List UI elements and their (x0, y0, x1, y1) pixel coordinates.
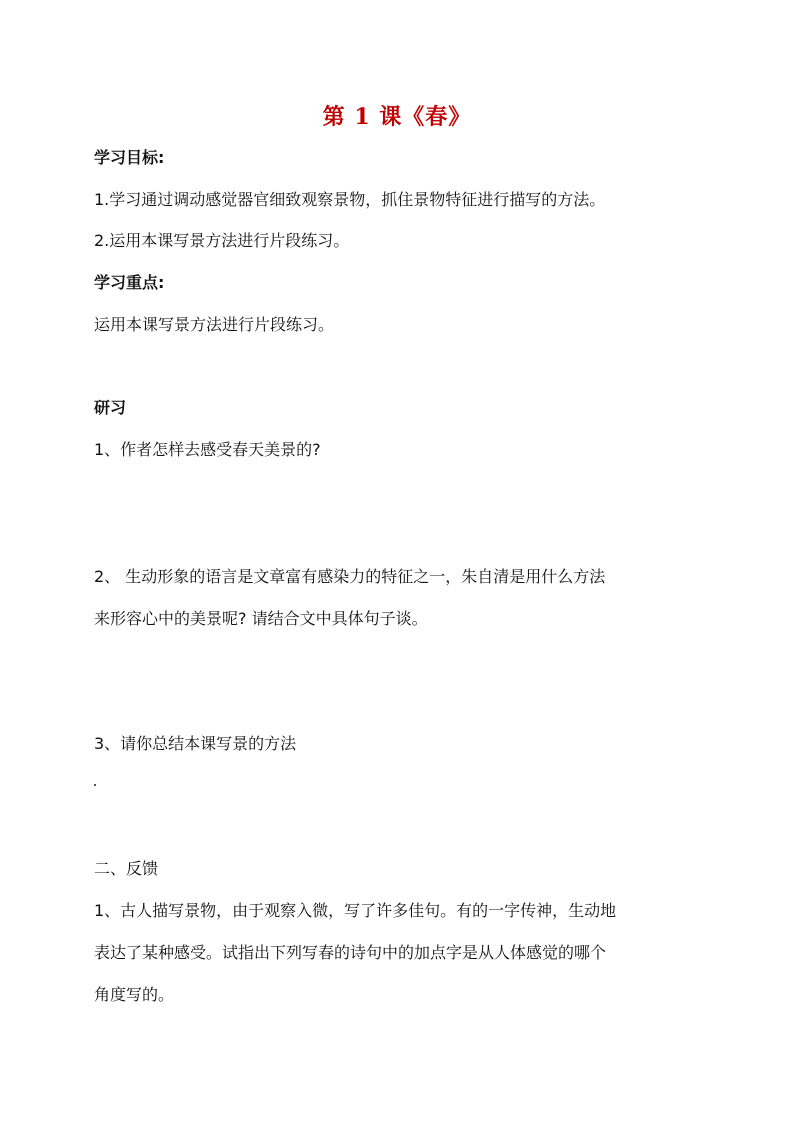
question-1: 1、作者怎样去感受春天美景的? (94, 440, 321, 459)
goal-item-1: 1.学习通过调动感觉器官细致观察景物，抓住景物特征进行描写的方法。 (94, 190, 606, 209)
page-title: 第 1 课《春》 (322, 104, 472, 130)
feedback-item-1-line-2: 表达了某种感受。试指出下列写春的诗句中的加点字是从人体感觉的哪个 (94, 943, 607, 962)
stray-dot (94, 784, 96, 786)
feedback-heading: 二、反馈 (94, 859, 159, 878)
feedback-item-1-line-3: 角度写的。 (94, 985, 175, 1004)
question-2-line-1: 2、 生动形象的语言是文章富有感染力的特征之一，朱自清是用什么方法 (94, 567, 606, 586)
question-3: 3、请你总结本课写景的方法 (94, 734, 297, 753)
focus-heading: 学习重点: (94, 273, 165, 292)
feedback-item-1-line-1: 1、古人描写景物，由于观察入微，写了许多佳句。有的一字传神，生动地 (94, 901, 617, 920)
goals-heading: 学习目标: (94, 148, 165, 167)
goal-item-2: 2.运用本课写景方法进行片段练习。 (94, 231, 350, 250)
question-2-line-2: 来形容心中的美景呢? 请结合文中具体句子谈。 (94, 609, 428, 628)
focus-text: 运用本课写景方法进行片段练习。 (94, 315, 335, 334)
study-heading: 研习 (94, 398, 127, 417)
